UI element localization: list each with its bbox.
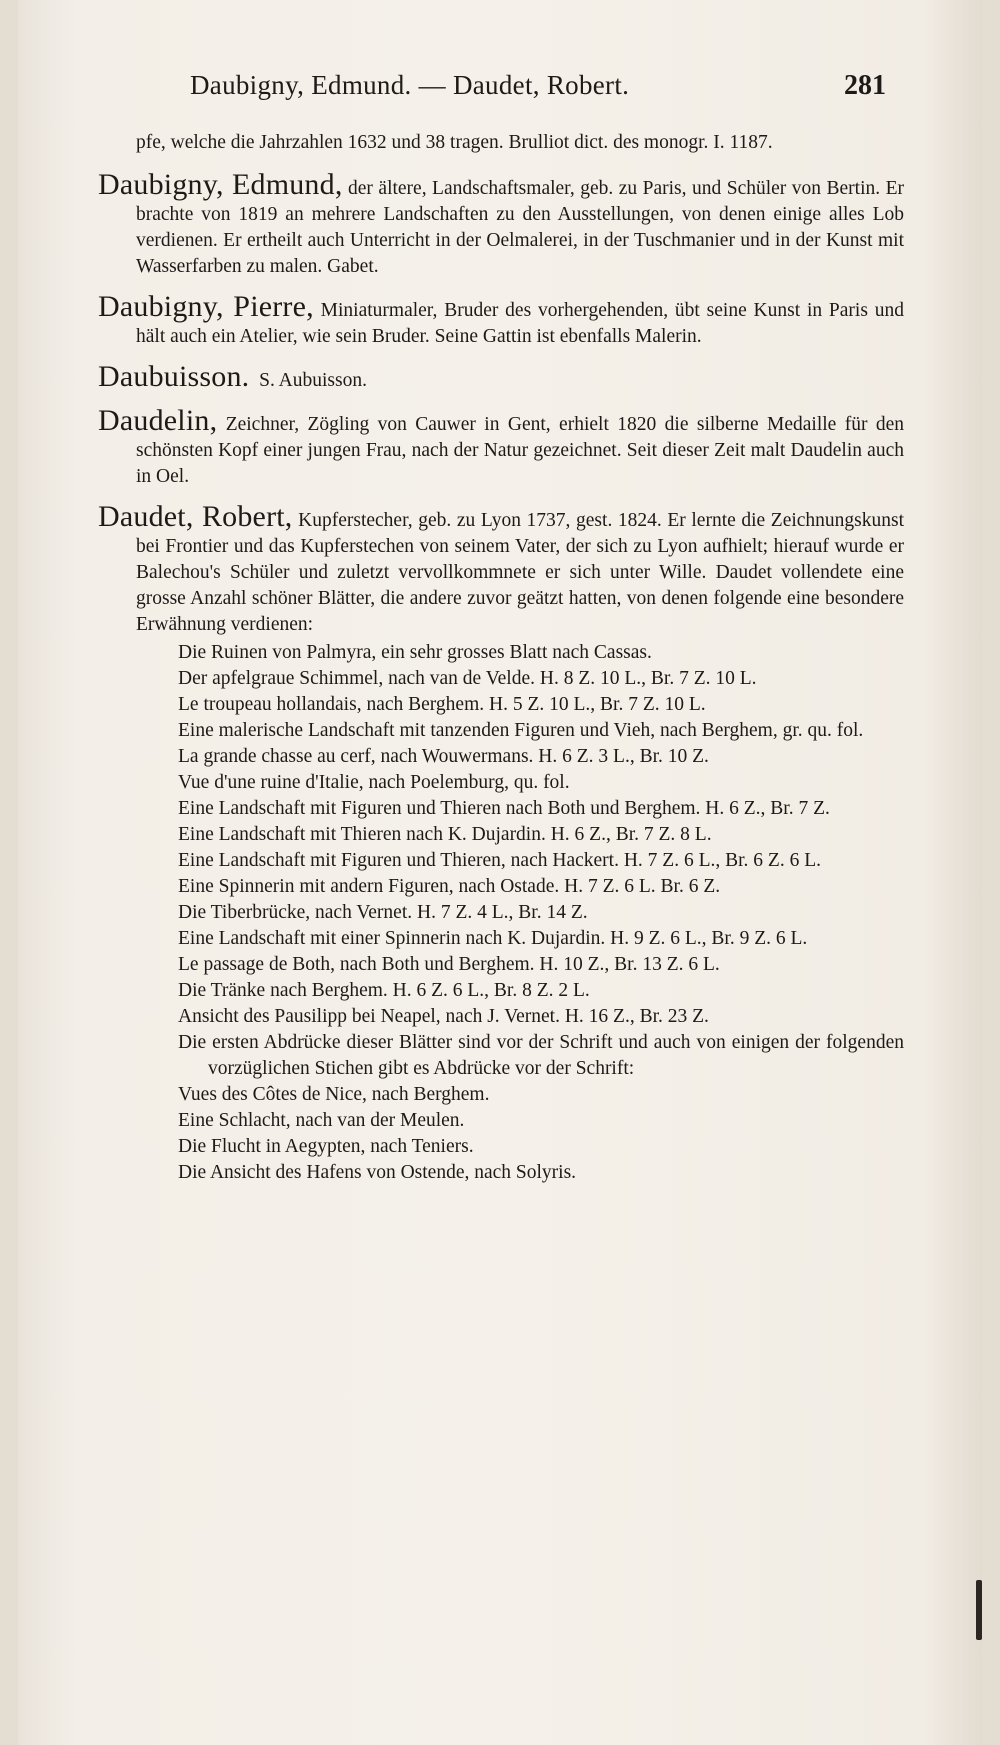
list-item: Le troupeau hollandais, nach Berghem. H. 5 Z. 10 L., Br. 7 Z. 10 L. <box>178 694 706 715</box>
list-item: Die Tiberbrücke, nach Vernet. H. 7 Z. 4 L., Br. 14 Z. <box>178 902 588 923</box>
list-item: Die Tränke nach Berghem. H. 6 Z. 6 L., Br. 8 Z. 2 L. <box>178 980 590 1001</box>
list-item: Eine Landschaft mit Figuren und Thieren nach Both und Berghem. H. 6 Z., Br. 7 Z. <box>178 798 830 819</box>
list-item: Eine Landschaft mit Thieren nach K. Dujardin. H. 6 Z., Br. 7 Z. 8 L. <box>178 824 712 845</box>
intro-paragraph: pfe, welche die Jahrzahlen 1632 und 38 tragen. Brulliot dict. des monogr. I. 1187. <box>136 132 773 153</box>
page-content <box>98 130 905 1200</box>
list-item: Le passage de Both, nach Both und Berghem. H. 10 Z., Br. 13 Z. 6 L. <box>178 954 720 975</box>
list-item: Eine Spinnerin mit andern Figuren, nach Ostade. H. 7 Z. 6 L. Br. 6 Z. <box>178 876 721 897</box>
works-list <box>116 640 904 1186</box>
page-number: 281 <box>844 70 886 101</box>
entry-head: Daubuisson. <box>98 360 250 393</box>
entry-daubigny-pierre <box>98 290 904 350</box>
list-item: Eine Schlacht, nach van der Meulen. <box>178 1110 465 1131</box>
list-item: Vue d'une ruine d'Italie, nach Poelemburg, qu. fol. <box>178 772 570 793</box>
entry-daudet-robert <box>98 500 905 1186</box>
list-item: Eine Landschaft mit Figuren und Thieren, nach Hackert. H. 7 Z. 6 L., Br. 6 Z. 6 L. <box>178 850 821 871</box>
list-item: Der apfelgraue Schimmel, nach van de Velde. H. 8 Z. 10 L., Br. 7 Z. 10 L. <box>178 668 757 689</box>
list-item: Die Ruinen von Palmyra, ein sehr grosses Blatt nach Cassas. <box>178 642 652 663</box>
list-item: Eine Landschaft mit einer Spinnerin nach K. Dujardin. H. 9 Z. 6 L., Br. 9 Z. 6 L. <box>178 928 808 949</box>
list-item: Die Flucht in Aegypten, nach Teniers. <box>178 1136 474 1157</box>
prints-note: Die ersten Abdrücke dieser Blätter sind vor der Schrift und auch von einigen der folgenden vorzüglichen Stichen gibt es Abdrücke vor der Schrift: <box>178 1032 904 1079</box>
entry-text: Zeichner, Zögling von Cauwer in Gent, erhielt 1820 die silberne Medaille für den schönsten Kopf einer jungen Frau, nach der Natur gezeichnet. Seit dieser Zeit malt Daudelin auch in Oel. <box>136 414 905 487</box>
book-page <box>18 0 982 1745</box>
entry-text: Kupferstecher, geb. zu Lyon 1737, gest. 1824. Er lernte die Zeichnungskunst bei Frontier und das Kupferstechen von seinem Vater, der sich zu Lyon aufhielt; hierauf wurde er Balechou's Schüler und zuletzt vervollkommnete er sich unter Wille. Daudet vollendete eine grosse Anzahl schöner Blätter, die andere zuvor geätzt hatten, von denen folgende eine besondere Erwähnung verdienen: <box>136 510 905 635</box>
entry-daubuisson <box>98 360 904 394</box>
list-item: Eine malerische Landschaft mit tanzenden Figuren und Vieh, nach Berghem, gr. qu. fol. <box>178 720 864 741</box>
entry-head: Daudelin, <box>98 404 218 437</box>
entry-text: Miniaturmaler, Bruder des vorhergehenden, übt seine Kunst in Paris und hält auch ein Atelier, wie sein Bruder. Seine Gattin ist ebenfalls Malerin. <box>136 300 904 347</box>
running-header <box>18 70 982 110</box>
list-item: La grande chasse au cerf, nach Wouwermans. H. 6 Z. 3 L., Br. 10 Z. <box>178 746 709 767</box>
entry-head: Daudet, Robert, <box>98 500 293 533</box>
list-item: Ansicht des Pausilipp bei Neapel, nach J. Vernet. H. 16 Z., Br. 23 Z. <box>178 1006 709 1027</box>
entry-head: Daubigny, Pierre, <box>98 290 314 323</box>
entry-head: Daubigny, Edmund, <box>98 168 343 201</box>
list-item: Vues des Côtes de Nice, nach Berghem. <box>178 1084 490 1105</box>
entry-daudelin <box>98 404 905 490</box>
entry-text: der ältere, Landschaftsmaler, geb. zu Paris, und Schüler von Bertin. Er brachte von 1819 an mehrere Landschaften zu den Ausstellungen, von denen einige alles Lob verdienen. Er ertheilt auch Unterricht in der Oelmalerei, in der Tuschmanier und in der Kunst mit Wasserfarben zu malen. Gabet. <box>136 178 904 277</box>
entry-text: S. Aubuisson. <box>259 370 367 391</box>
entry-daubigny-edmund <box>98 168 904 280</box>
running-title: Daubigny, Edmund. — Daudet, Robert. <box>190 70 630 100</box>
ink-mark <box>976 1580 982 1640</box>
list-item: Die Ansicht des Hafens von Ostende, nach Solyris. <box>178 1162 577 1183</box>
